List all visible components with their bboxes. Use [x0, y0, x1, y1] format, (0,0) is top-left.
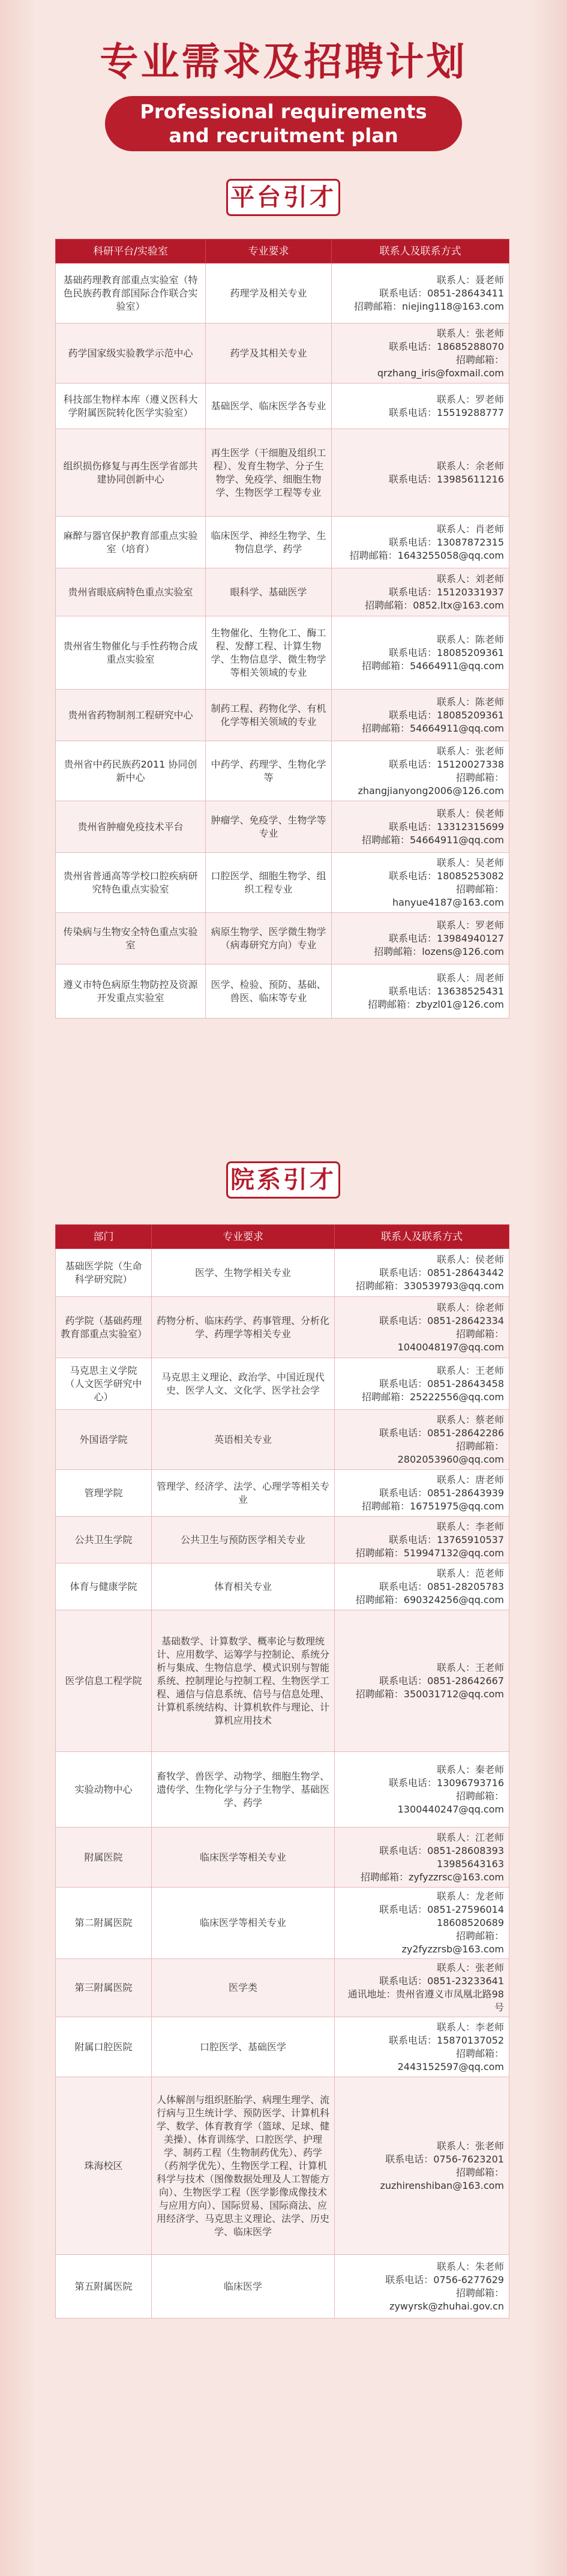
section-tag-departments: 院系引才: [226, 1161, 340, 1199]
contact-line: 招聘邮箱：zyfyzzrsc@163.com: [361, 1871, 504, 1883]
contact-cell: [332, 568, 509, 616]
contact-line: 通讯地址：贵州省遵义市凤凰北路98号: [347, 1988, 504, 2013]
english-subtitle-line1: Professional requirements: [140, 100, 427, 123]
contact-line: qrzhang_iris@foxmail.com: [377, 367, 504, 379]
contact-cell: [332, 263, 509, 324]
table-row: [56, 429, 509, 517]
contact-line: 招聘邮箱：690324256@qq.com: [355, 1593, 504, 1605]
contact-line: 招聘邮箱：54664911@qq.com: [361, 722, 504, 734]
requirement-cell: 药理学及相关专业: [206, 263, 332, 324]
contact-line: 招聘邮箱：: [455, 1930, 504, 1942]
platform-name-cell: 贵州省肿瘤免疫技术平台: [56, 801, 206, 853]
contact-line: 联系电话：18085209361: [389, 646, 504, 658]
platform-name-cell: 贵州省生物催化与手性药物合成重点实验室: [56, 616, 206, 690]
contact-line: 联系人：陈老师: [436, 633, 504, 645]
contact-line: 联系电话：0851-28608393: [379, 1844, 504, 1856]
table-row: [56, 2077, 509, 2255]
contact-cell: [335, 1410, 509, 1470]
contact-line: 联系电话：13985611216: [389, 473, 504, 485]
contact-line: 招聘邮箱：: [455, 771, 504, 783]
requirement-cell: 基础数学、计算数学、概率论与数理统计、应用数学、运筹学与控制论、系统分析与集成、生物信息学、模式识别与智能系统、控制理论与控制工程、生物医学工程、通信与信息系统、信号与信息处理、计算机系统结构、计算机软件与理论、计算机应用技术: [152, 1610, 335, 1752]
english-subtitle-line2: and recruitment plan: [169, 124, 398, 147]
requirement-cell: 再生医学（干细胞及组织工程）、发育生物学、分子生物学、免疫学、细胞生物学、生物医学工程等专业: [206, 429, 332, 517]
table-row: [56, 1249, 509, 1297]
requirement-cell: 医学、检验、预防、基础、兽医、临床等专业: [206, 964, 332, 1019]
table-row: [56, 913, 509, 964]
contact-line: 招聘邮箱：350031712@qq.com: [355, 1688, 504, 1700]
contact-cell: [332, 801, 509, 853]
table-row: [56, 324, 509, 384]
contact-line: 招聘邮箱：: [455, 2166, 504, 2178]
requirement-cell: 中药学、药理学、生物化学等: [206, 741, 332, 801]
table-row: [56, 1888, 509, 1959]
contact-line: 2802053960@qq.com: [397, 1453, 504, 1465]
table-row: [56, 1828, 509, 1888]
contact-line: 联系电话：13765910537: [389, 1533, 504, 1545]
requirement-cell: 临床医学、神经生物学、生物信息学、药学: [206, 517, 332, 568]
requirement-cell: 临床医学等相关专业: [152, 1828, 335, 1888]
contact-line: 招聘邮箱：: [455, 1328, 504, 1340]
contact-line: 招聘邮箱：niejing118@163.com: [354, 300, 504, 312]
contact-cell: [335, 1752, 509, 1828]
requirement-cell: 临床医学: [152, 2255, 335, 2319]
requirement-cell: 临床医学等相关专业: [152, 1888, 335, 1959]
contact-line: 招聘邮箱：54664911@qq.com: [361, 834, 504, 846]
department-name-cell: 基础医学院（生命科学研究院）: [56, 1249, 152, 1297]
column-header-contact: 联系人及联系方式: [335, 1225, 509, 1249]
department-name-cell: 医学信息工程学院: [56, 1610, 152, 1752]
requirement-cell: 生物催化、生物化工、酶工程、发酵工程、计算生物学、生物信息学、微生物学等相关领域的专业: [206, 616, 332, 690]
contact-cell: [335, 2255, 509, 2319]
table-row: [56, 1610, 509, 1752]
contact-line: 联系电话：0851-23233641: [379, 1975, 504, 1987]
contact-line: 联系人：蔡老师: [436, 1413, 504, 1425]
platform-name-cell: 贵州省药物制剂工程研究中心: [56, 690, 206, 741]
requirement-cell: 口腔医学、基础医学: [152, 2017, 335, 2077]
contact-line: 联系电话：13638525431: [389, 985, 504, 997]
contact-line: 联系人：朱老师: [436, 2260, 504, 2272]
contact-line: 联系人：侯老师: [436, 807, 504, 819]
contact-cell: [335, 1828, 509, 1888]
contact-line: 联系电话：0851-27596014: [379, 1904, 504, 1915]
column-header-platform: 科研平台/实验室: [56, 239, 206, 263]
contact-line: 联系电话：15870137052: [389, 2034, 504, 2046]
table-row: [56, 1517, 509, 1563]
platform-name-cell: 传染病与生物安全特色重点实验室: [56, 913, 206, 964]
requirement-cell: 基础医学、临床医学各专业: [206, 384, 332, 429]
table-row: [56, 1358, 509, 1410]
table-row: [56, 517, 509, 568]
contact-line: 联系电话：0851-28642334: [379, 1314, 504, 1326]
contact-line: 联系人：王老师: [436, 1661, 504, 1673]
contact-line: 招聘邮箱：zbyzl01@126.com: [367, 998, 504, 1010]
platform-name-cell: 组织损伤修复与再生医学省部共建协同创新中心: [56, 429, 206, 517]
department-name-cell: 附属口腔医院: [56, 2017, 152, 2077]
requirement-cell: 英语相关专业: [152, 1410, 335, 1470]
contact-line: 1040048197@qq.com: [397, 1341, 504, 1353]
contact-line: zhangjianyong2006@126.com: [358, 784, 504, 796]
contact-cell: [335, 1517, 509, 1563]
table-row: [56, 1410, 509, 1470]
contact-line: 联系电话：15120027338: [389, 758, 504, 770]
contact-line: 招聘邮箱：54664911@qq.com: [361, 660, 504, 672]
contact-cell: [332, 429, 509, 517]
requirement-cell: 管理学、经济学、法学、心理学等相关专业: [152, 1470, 335, 1517]
contact-cell: [332, 690, 509, 741]
contact-line: 联系电话：0851-28642286: [379, 1427, 504, 1439]
right-border-decoration: [531, 0, 567, 2576]
contact-line: hanyue4187@163.com: [392, 896, 504, 908]
contact-line: 招聘邮箱：519947132@qq.com: [355, 1547, 504, 1559]
departments-table-header: [56, 1225, 509, 1249]
contact-line: 联系人：秦老师: [436, 1763, 504, 1775]
table-row: [56, 568, 509, 616]
contact-line: 联系人：吴老师: [436, 856, 504, 868]
contact-line: zywyrsk@zhuhai.gov.cn: [389, 2300, 504, 2312]
table-row: [56, 384, 509, 429]
contact-line: 联系人：张老师: [436, 327, 504, 339]
contact-cell: [335, 2077, 509, 2255]
department-name-cell: 管理学院: [56, 1470, 152, 1517]
contact-line: 2443152597@qq.com: [397, 2060, 504, 2072]
contact-line: 联系人：肖老师: [436, 523, 504, 535]
contact-line: 联系人：侯老师: [436, 1253, 504, 1265]
contact-line: 联系人：龙老师: [436, 1891, 504, 1902]
contact-line: 招聘邮箱：16751975@qq.com: [361, 1500, 504, 1512]
contact-line: 联系电话：18685288070: [389, 340, 504, 352]
contact-cell: [335, 1610, 509, 1752]
contact-line: 招聘邮箱：0852.ltx@163.com: [365, 599, 504, 611]
table-row: [56, 2017, 509, 2077]
contact-line: 联系电话：0756-7623201: [385, 2153, 504, 2165]
requirement-cell: 公共卫生与预防医学相关专业: [152, 1517, 335, 1563]
department-name-cell: 外国语学院: [56, 1410, 152, 1470]
contact-line: 联系电话：13984940127: [389, 932, 504, 944]
platform-name-cell: 遵义市特色病原生物防控及资源开发重点实验室: [56, 964, 206, 1019]
column-header-requirement: 专业要求: [152, 1225, 335, 1249]
requirement-cell: 医学类: [152, 1959, 335, 2017]
contact-line: 联系人：刘老师: [436, 573, 504, 585]
department-name-cell: 附属医院: [56, 1828, 152, 1888]
contact-line: 联系电话：0851-28643939: [379, 1487, 504, 1499]
table-row: [56, 964, 509, 1019]
table-row: [56, 2255, 509, 2319]
table-row: [56, 616, 509, 690]
contact-line: 联系电话：0851-28643458: [379, 1377, 504, 1389]
contact-line: 联系电话：13096793716: [389, 1777, 504, 1789]
platform-name-cell: 基础药理教育部重点实验室（特色民族药教育部国际合作联合实验室）: [56, 263, 206, 324]
platform-name-cell: 药学国家级实验教学示范中心: [56, 324, 206, 384]
contact-line: 联系人：王老师: [436, 1364, 504, 1376]
contact-line: 联系电话：15120331937: [389, 586, 504, 598]
section-tag-platform: 平台引才: [226, 179, 340, 216]
contact-line: 招聘邮箱：: [455, 2287, 504, 2299]
contact-cell: [332, 741, 509, 801]
departments-table: [55, 1224, 509, 2319]
requirement-cell: 口腔医学、细胞生物学、组织工程专业: [206, 853, 332, 913]
contact-line: 联系人：唐老师: [436, 1473, 504, 1485]
contact-line: 联系人：张老师: [436, 1962, 504, 1973]
table-row: [56, 1470, 509, 1517]
contact-line: 联系电话：0851-28643411: [379, 287, 504, 299]
requirement-cell: 畜牧学、兽医学、动物学、细胞生物学、遗传学、生物化学与分子生物学、基础医学、药学: [152, 1752, 335, 1828]
table-row: [56, 853, 509, 913]
contact-line: 联系电话：0756-6277629: [385, 2274, 504, 2286]
department-name-cell: 马克思主义学院（人文医学研究中心）: [56, 1358, 152, 1410]
requirement-cell: 药学及其相关专业: [206, 324, 332, 384]
contact-line: 联系人：聂老师: [436, 274, 504, 286]
table-row: [56, 690, 509, 741]
contact-cell: [335, 1888, 509, 1959]
contact-line: 招聘邮箱：: [455, 354, 504, 366]
contact-cell: [335, 1470, 509, 1517]
platform-name-cell: 麻醉与器官保护教育部重点实验室（培育）: [56, 517, 206, 568]
contact-line: 联系人：罗老师: [436, 919, 504, 931]
contact-line: 联系人：陈老师: [436, 696, 504, 708]
contact-line: 联系电话：0851-28205783: [379, 1580, 504, 1592]
contact-line: 联系人：周老师: [436, 972, 504, 984]
contact-cell: [335, 1959, 509, 2017]
platform-name-cell: 贵州省眼底病特色重点实验室: [56, 568, 206, 616]
contact-line: 联系人：范老师: [436, 1567, 504, 1579]
contact-cell: [335, 1358, 509, 1410]
requirement-cell: 马克思主义理论、政治学、中国近现代史、医学人文、文化学、医学社会学: [152, 1358, 335, 1410]
table-row: [56, 1297, 509, 1358]
contact-line: 联系电话：18085209361: [389, 709, 504, 721]
contact-line: 联系电话：0851-28642667: [379, 1675, 504, 1687]
contact-cell: [332, 384, 509, 429]
department-name-cell: 珠海校区: [56, 2077, 152, 2255]
table-row: [56, 263, 509, 324]
contact-line: 招聘邮箱：25222556@qq.com: [361, 1391, 504, 1403]
contact-line: 联系电话：15519288777: [389, 406, 504, 418]
contact-cell: [335, 1297, 509, 1358]
contact-line: 联系人：张老师: [436, 2140, 504, 2152]
platform-name-cell: 贵州省普通高等学校口腔疾病研究特色重点实验室: [56, 853, 206, 913]
requirement-cell: 病原生物学、医学微生物学（病毒研究方向）专业: [206, 913, 332, 964]
contact-cell: [332, 517, 509, 568]
platform-table: [55, 239, 509, 1019]
contact-line: 联系电话：13087872315: [389, 536, 504, 548]
contact-line: 招聘邮箱：lozens@126.com: [374, 945, 504, 957]
department-name-cell: 第二附属医院: [56, 1888, 152, 1959]
contact-line: 招聘邮箱：: [455, 883, 504, 895]
contact-line: 招聘邮箱：: [455, 2047, 504, 2059]
contact-line: 联系人：罗老师: [436, 393, 504, 405]
contact-line: zy2fyzzrsb@163.com: [401, 1943, 504, 1955]
department-name-cell: 第五附属医院: [56, 2255, 152, 2319]
contact-line: 联系人：徐老师: [436, 1301, 504, 1313]
contact-line: 招聘邮箱：330539793@qq.com: [355, 1280, 504, 1292]
contact-line: 联系人：余老师: [436, 460, 504, 472]
contact-cell: [335, 1249, 509, 1297]
contact-line: 联系电话：0851-28643442: [379, 1266, 504, 1278]
contact-line: 联系电话：13312315699: [389, 820, 504, 832]
contact-cell: [335, 1563, 509, 1610]
contact-line: 招聘邮箱：1643255058@qq.com: [349, 549, 504, 561]
column-header-department: 部门: [56, 1225, 152, 1249]
contact-line: 13985643163: [437, 1858, 504, 1870]
platform-table-header: [56, 239, 509, 263]
contact-cell: [332, 616, 509, 690]
department-name-cell: 体育与健康学院: [56, 1563, 152, 1610]
contact-cell: [332, 913, 509, 964]
contact-cell: [332, 324, 509, 384]
contact-line: 联系人：张老师: [436, 745, 504, 757]
contact-line: 1300440247@qq.com: [397, 1803, 504, 1815]
requirement-cell: 肿瘤学、免疫学、生物学等专业: [206, 801, 332, 853]
english-subtitle-banner: [105, 96, 462, 151]
department-name-cell: 公共卫生学院: [56, 1517, 152, 1563]
contact-cell: [332, 964, 509, 1019]
contact-line: 招聘邮箱：: [455, 1440, 504, 1452]
column-header-contact: 联系人及联系方式: [332, 239, 509, 263]
contact-line: 18608520689: [437, 1917, 504, 1928]
left-border-decoration: [0, 0, 36, 2576]
table-row: [56, 1959, 509, 2017]
contact-line: 联系人：李老师: [436, 2021, 504, 2033]
table-row: [56, 1752, 509, 1828]
page-title: 专业需求及招聘计划: [100, 40, 467, 85]
department-name-cell: 药学院（基础药理教育部重点实验室）: [56, 1297, 152, 1358]
contact-cell: [335, 2017, 509, 2077]
requirement-cell: 制药工程、药物化学、有机化学等相关领域的专业: [206, 690, 332, 741]
contact-cell: [332, 853, 509, 913]
requirement-cell: 人体解剖与组织胚胎学、病理生理学、流行病与卫生统计学、预防医学、计算机科学、数学、体育教育学（篮球、足球、健美操）、体育训练学、口腔医学、护理学、制药工程（生物制药优先）、药学（药剂学优先）、生物医学工程、计算机科学与技术（图像数据处理及人工智能方向）、生物医学工程（医学影像成像技术与应用方向）、国际贸易、国际商法、应用经济学、马克思主义理论、法学、历史学、临床医学: [152, 2077, 335, 2255]
department-name-cell: 实验动物中心: [56, 1752, 152, 1828]
contact-line: 招聘邮箱：: [455, 1790, 504, 1802]
contact-line: 联系人：江老师: [436, 1831, 504, 1843]
contact-line: zuzhirenshiban@163.com: [380, 2179, 504, 2191]
requirement-cell: 医学、生物学相关专业: [152, 1249, 335, 1297]
table-row: [56, 801, 509, 853]
platform-name-cell: 贵州省中药民族药2011 协同创新中心: [56, 741, 206, 801]
contact-line: 联系电话：18085253082: [389, 870, 504, 882]
requirement-cell: 眼科学、基础医学: [206, 568, 332, 616]
department-name-cell: 第三附属医院: [56, 1959, 152, 2017]
column-header-requirement: 专业要求: [206, 239, 332, 263]
platform-name-cell: 科技部生物样本库（遵义医科大学附属医院转化医学实验室）: [56, 384, 206, 429]
requirement-cell: 体育相关专业: [152, 1563, 335, 1610]
requirement-cell: 药物分析、临床药学、药事管理、分析化学、药理学等相关专业: [152, 1297, 335, 1358]
table-row: [56, 741, 509, 801]
contact-line: 联系人：李老师: [436, 1520, 504, 1532]
table-row: [56, 1563, 509, 1610]
